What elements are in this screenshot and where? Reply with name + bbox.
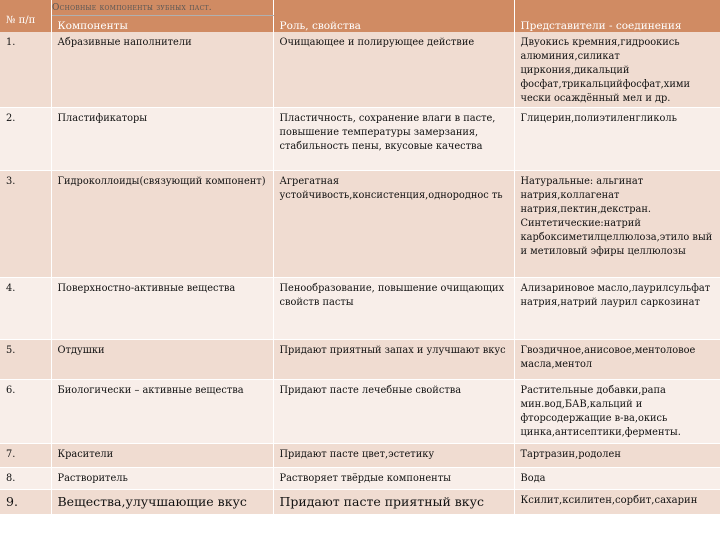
row-num: 6. (0, 379, 51, 443)
row-num: 4. (0, 277, 51, 339)
row-num: 5. (0, 339, 51, 379)
table-row (0, 32, 720, 107)
row-examples: Ксилит,ксилитен,сорбит,сахарин (514, 489, 720, 514)
row-component: Гидроколлоиды(связующий компонент) (51, 170, 273, 277)
row-component: Вещества,улучшающие вкус (51, 489, 273, 514)
row-component: Красители (51, 443, 273, 467)
row-role: Растворяет твёрдые компоненты (273, 467, 514, 489)
row-num: 1. (0, 32, 51, 107)
table-row (0, 170, 720, 277)
table-row (0, 489, 720, 514)
row-examples: Тартразин,родолен (514, 443, 720, 467)
page-title: Основные компоненты зубных паст. (52, 3, 212, 13)
row-examples: Ализариновое масло,лаурилсульфат натрия,натрий лаурил саркозинат (514, 277, 720, 339)
row-examples: Вода (514, 467, 720, 489)
table-row (0, 379, 720, 443)
row-role: Придают пасте приятный вкус (273, 489, 514, 514)
row-component: Пластификаторы (51, 107, 273, 170)
header-num: № п/п (0, 0, 51, 32)
row-examples: Натуральные: альгинат натрия,коллагенат натрия,пектин,декстран. Синтетические:натрий карбоксиметилцеллюлоза,этило вый и метиловый эфиры целлюлозы (514, 170, 720, 277)
title-divider (52, 15, 274, 16)
row-role: Пенообразование, повышение очищающих свойств пасты (273, 277, 514, 339)
row-role: Придают пасте цвет,эстетику (273, 443, 514, 467)
table-row (0, 277, 720, 339)
row-examples: Растительные добавки,рапа мин.вод,БАВ,кальций и фторсодержащие в-ва,окись цинка,антисептики,ферменты. (514, 379, 720, 443)
row-num: 7. (0, 443, 51, 467)
row-component: Поверхностно-активные вещества (51, 277, 273, 339)
row-role: Агрегатная устойчивость,консистенция,однороднос ть (273, 170, 514, 277)
row-role: Придают приятный запах и улучшают вкус (273, 339, 514, 379)
row-component: Биологически – активные вещества (51, 379, 273, 443)
row-role: Пластичность, сохранение влаги в пасте, повышение температуры замерзания, стабильность пены, вкусовые качества (273, 107, 514, 170)
row-role: Придают пасте лечебные свойства (273, 379, 514, 443)
row-role: Очищающее и полирующее действие (273, 32, 514, 107)
table-row (0, 339, 720, 379)
row-component: Абразивные наполнители (51, 32, 273, 107)
row-num: 3. (0, 170, 51, 277)
header-component: Компоненты (51, 0, 273, 32)
row-examples: Двуокись кремния,гидроокись алюминия,силикат циркония,дикальций фосфат,трикальцийфосфат,хими чески осаждённый мел и др. (514, 32, 720, 107)
row-num: 9. (0, 489, 51, 514)
row-num: 8. (0, 467, 51, 489)
row-examples: Глицерин,полиэтиленгликоль (514, 107, 720, 170)
row-component: Растворитель (51, 467, 273, 489)
table-row (0, 107, 720, 170)
header-examples: Представители - соединения (514, 0, 720, 32)
row-component: Отдушки (51, 339, 273, 379)
table-row (0, 443, 720, 467)
table-row (0, 467, 720, 489)
header-role: Роль, свойства (273, 0, 514, 32)
row-examples: Гвоздичное,анисовое,ментоловое масла,ментол (514, 339, 720, 379)
row-num: 2. (0, 107, 51, 170)
